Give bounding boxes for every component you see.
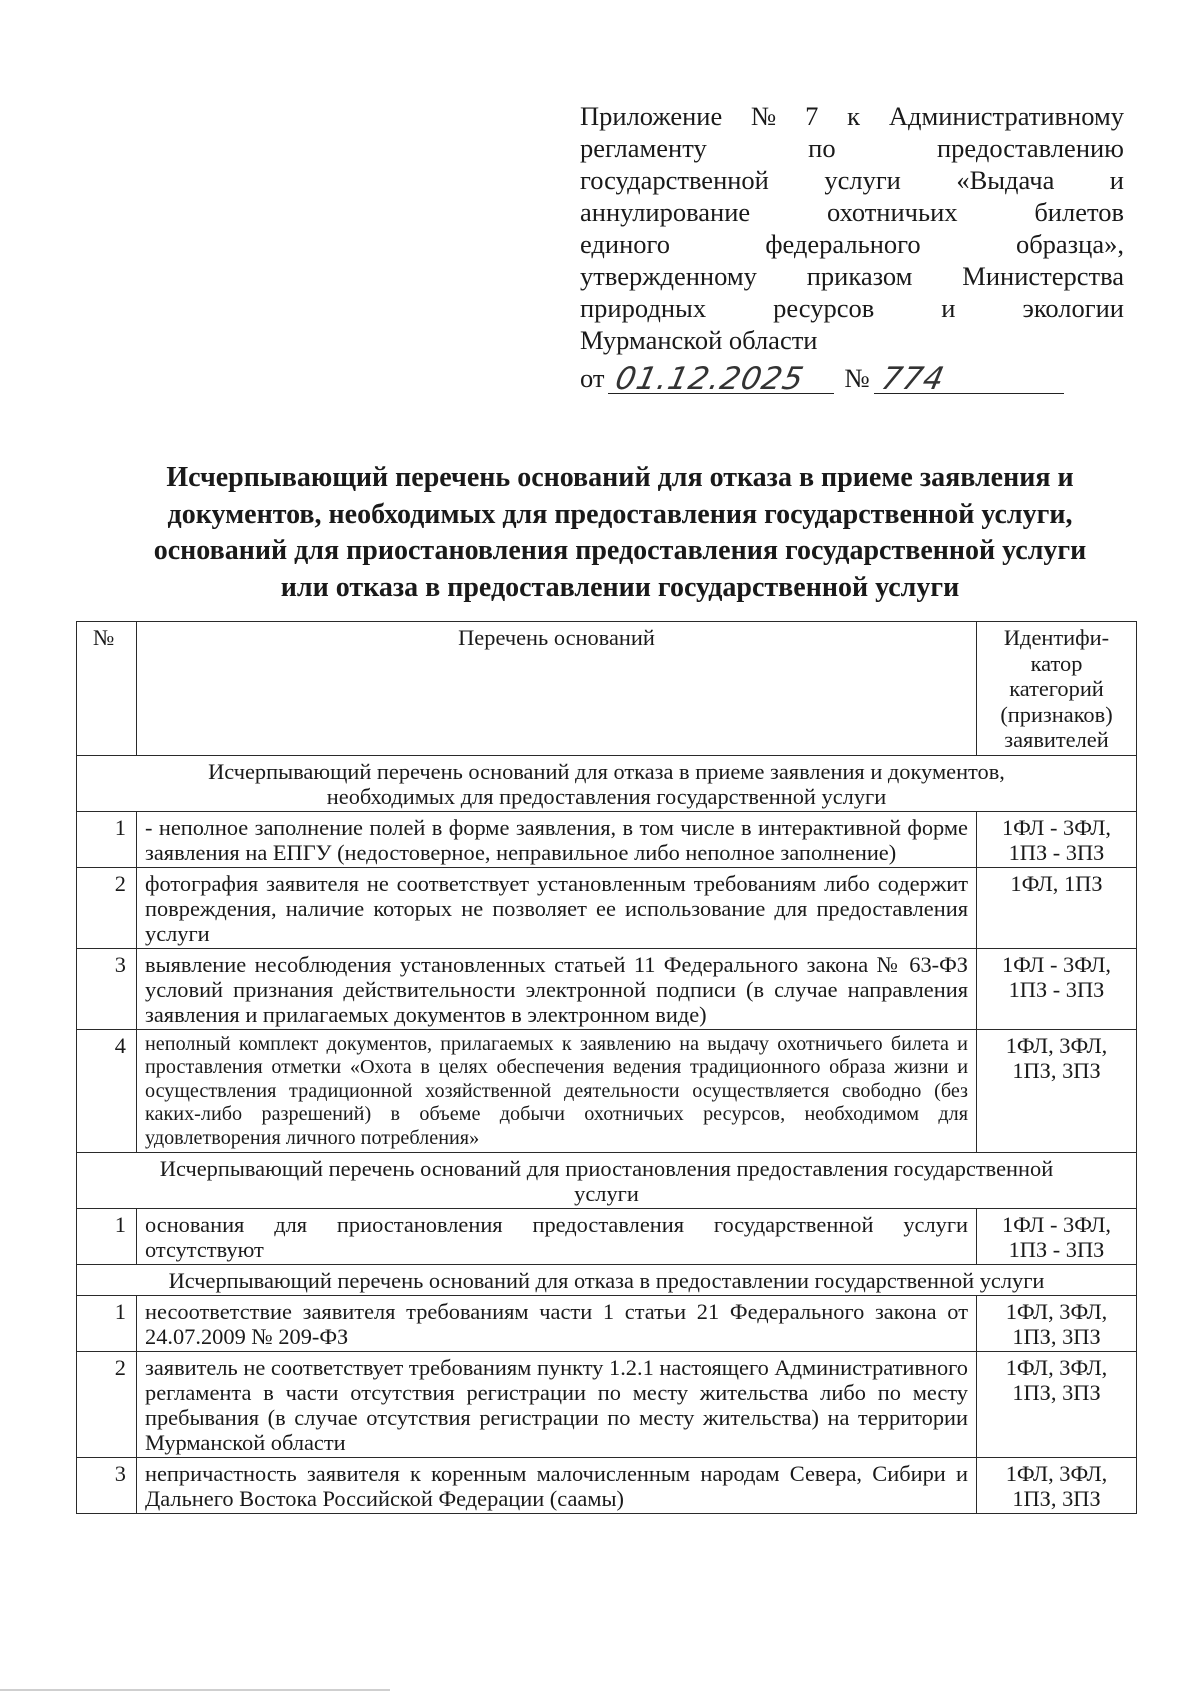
annex-word: по	[808, 133, 836, 163]
title-line: Исчерпывающий перечень оснований для отказа в приеме заявления и	[166, 462, 1074, 493]
table-header-row	[77, 622, 1137, 756]
annex-word: Мурманской области	[580, 325, 818, 355]
identifier-line: 1ФЛ, 1ПЗ	[1010, 870, 1103, 896]
table-row	[77, 867, 1137, 948]
date-label: от	[580, 363, 605, 393]
identifier-line: 1ФЛ, 3ФЛ,	[1005, 1461, 1108, 1486]
row-text: - неполное заполнение полей в форме заявления, в том числе в интерактивной форме заявления на ЕПГУ (недостоверное, неправильное либо неполное заполнение)	[137, 811, 977, 867]
identifier-line: 1ПЗ - 3ПЗ	[1008, 976, 1105, 1002]
identifier-line: 1ФЛ - 3ФЛ,	[1001, 1212, 1112, 1237]
annex-line	[580, 164, 1124, 196]
section-row	[77, 1153, 1137, 1209]
annex-line	[580, 196, 1124, 228]
section-title	[77, 755, 1137, 811]
row-text: основания для приостановления предоставления государственной услуги отсутствуют	[137, 1209, 977, 1265]
annex-word: экологии	[1022, 293, 1124, 323]
row-identifier	[977, 1352, 1137, 1458]
section-title-line: необходимых для предоставления государственной услуги	[326, 783, 887, 809]
handwritten-date: 01.12.2025	[612, 361, 808, 397]
header-id: Идентифи- катор категорий (признаков) заявителей	[977, 622, 1137, 756]
annex-word: приказом	[806, 261, 913, 291]
section-row	[77, 1265, 1137, 1296]
annex-line	[580, 132, 1124, 164]
row-text: фотография заявителя не соответствует установленным требованиям либо содержит повреждения, наличие которых не позволяет ее использование для предоставления услуги	[137, 867, 977, 948]
date-field	[608, 357, 834, 397]
annex-word: №	[751, 101, 777, 131]
title-line: оснований для приостановления предоставления государственной услуги	[153, 535, 1087, 566]
grounds-table-wrapper	[76, 621, 1136, 1514]
footer-rule	[0, 1689, 390, 1691]
handwritten-number: 774	[877, 361, 948, 397]
annex-word: федерального	[765, 229, 921, 259]
identifier-line: 1ПЗ - 3ПЗ	[1008, 839, 1105, 865]
annex-word: единого	[580, 229, 670, 259]
annex-word: аннулирование	[580, 197, 751, 227]
table-row	[77, 811, 1137, 867]
annex-line	[580, 260, 1124, 292]
row-identifier	[977, 867, 1137, 948]
annex-line	[580, 292, 1124, 324]
title-line: документов, необходимых для предоставления государственной услуги,	[167, 498, 1073, 530]
annex-word: государственной	[580, 165, 769, 195]
row-identifier	[977, 1209, 1137, 1265]
annex-word: Приложение	[580, 101, 723, 131]
annex-line	[580, 100, 1124, 132]
annex-word: «Выдача	[956, 165, 1055, 195]
identifier-line: 1ПЗ - 3ПЗ	[1008, 1237, 1105, 1262]
identifier-line: 1ПЗ, 3ПЗ	[1012, 1324, 1101, 1349]
row-text: заявитель не соответствует требованиям пункту 1.2.1 настоящего Административного регламента в части отсутствия регистрации по месту жительства либо по месту пребывания (в случае отсутствия регистрации по месту жительства) на территории Мурманской области	[137, 1352, 977, 1458]
number-label: №	[844, 363, 870, 393]
row-text: неполный комплект документов, прилагаемых к заявлению на выдачу охотничьего билета и проставления отметки «Охота в целях обеспечения ведения традиционного образа жизни и осуществления традиционной хозяйственной деятельности осуществляется свободно (без каких-либо разрешений) в объеме добычи охотничьих ресурсов, необходимом для удовлетворения личного потребления»	[137, 1029, 977, 1153]
row-identifier	[977, 811, 1137, 867]
identifier-line: 1ФЛ, 3ФЛ,	[1005, 1355, 1108, 1380]
row-number: 1	[77, 1209, 137, 1265]
table-row	[77, 1296, 1137, 1352]
annex-word: предоставлению	[937, 133, 1124, 163]
document-title	[130, 460, 1110, 606]
row-identifier	[977, 1296, 1137, 1352]
row-number: 2	[77, 867, 137, 948]
header-num: №	[77, 622, 137, 756]
table-row	[77, 1029, 1137, 1153]
title-line: или отказа в предоставлении государственной услуги	[280, 571, 960, 603]
annex-word: и	[941, 293, 956, 323]
row-identifier	[977, 1458, 1137, 1514]
grounds-table	[76, 621, 1137, 1514]
row-identifier	[977, 1029, 1137, 1153]
section-title-line: Исчерпывающий перечень оснований для приостановления предоставления государственной	[159, 1156, 1054, 1181]
section-title-line: Исчерпывающий перечень оснований для отказа в приеме заявления и документов,	[208, 758, 1005, 784]
table-row	[77, 948, 1137, 1029]
identifier-line: 1ПЗ, 3ПЗ	[1012, 1057, 1101, 1083]
annex-line	[580, 324, 1124, 356]
section-title	[77, 1153, 1137, 1209]
table-row	[77, 1458, 1137, 1514]
annex-line	[580, 228, 1124, 260]
annex-word: утвержденному	[580, 261, 757, 291]
row-text: непричастность заявителя к коренным малочисленным народам Севера, Сибири и Дальнего Востока Российской Федерации (саамы)	[137, 1458, 977, 1514]
annex-word: Министерства	[962, 261, 1124, 291]
annex-word: охотничьих	[826, 197, 958, 227]
row-number: 1	[77, 811, 137, 867]
annex-word: регламенту	[580, 133, 707, 163]
annex-word: образца»,	[1015, 229, 1124, 259]
annex-word: к	[847, 101, 861, 131]
section-row	[77, 755, 1137, 811]
identifier-line: 1ФЛ - 3ФЛ,	[1001, 951, 1112, 977]
section-title-line: услуги	[574, 1181, 639, 1206]
identifier-line: 1ФЛ, 3ФЛ,	[1005, 1299, 1108, 1324]
header-text: Перечень оснований	[137, 622, 977, 756]
signature-row	[580, 354, 1124, 397]
annex-word: Административному	[888, 101, 1124, 131]
annex-word: ресурсов	[773, 293, 875, 323]
annex-word: и	[1109, 165, 1124, 195]
identifier-line: 1ФЛ - 3ФЛ,	[1001, 814, 1112, 840]
row-identifier	[977, 948, 1137, 1029]
number-field	[874, 357, 1064, 397]
row-text: несоответствие заявителя требованиям части 1 статьи 21 Федерального закона от 24.07.2009 № 209-ФЗ	[137, 1296, 977, 1352]
annex-word: услуги	[824, 165, 901, 195]
annex-word: 7	[805, 101, 819, 131]
row-number: 4	[77, 1029, 137, 1153]
annex-word: билетов	[1034, 197, 1124, 227]
table-row	[77, 1209, 1137, 1265]
table-body	[77, 755, 1137, 1514]
annex-word: природных	[580, 293, 707, 323]
row-text: выявление несоблюдения установленных статьей 11 Федерального закона № 63-ФЗ условий признания действительности электронной подписи (в случае направления заявления и прилагаемых документов в электронном виде)	[137, 948, 977, 1029]
identifier-line: 1ПЗ, 3ПЗ	[1012, 1486, 1101, 1511]
identifier-line: 1ПЗ, 3ПЗ	[1012, 1380, 1101, 1405]
row-number: 2	[77, 1352, 137, 1458]
row-number: 1	[77, 1296, 137, 1352]
annex-block	[580, 100, 1124, 397]
row-number: 3	[77, 948, 137, 1029]
row-number: 3	[77, 1458, 137, 1514]
section-title	[77, 1265, 1137, 1296]
section-title-line: Исчерпывающий перечень оснований для отказа в предоставлении государственной услуги	[168, 1268, 1045, 1293]
identifier-line: 1ФЛ, 3ФЛ,	[1005, 1032, 1108, 1058]
annex-text	[580, 100, 1124, 356]
table-row	[77, 1352, 1137, 1458]
